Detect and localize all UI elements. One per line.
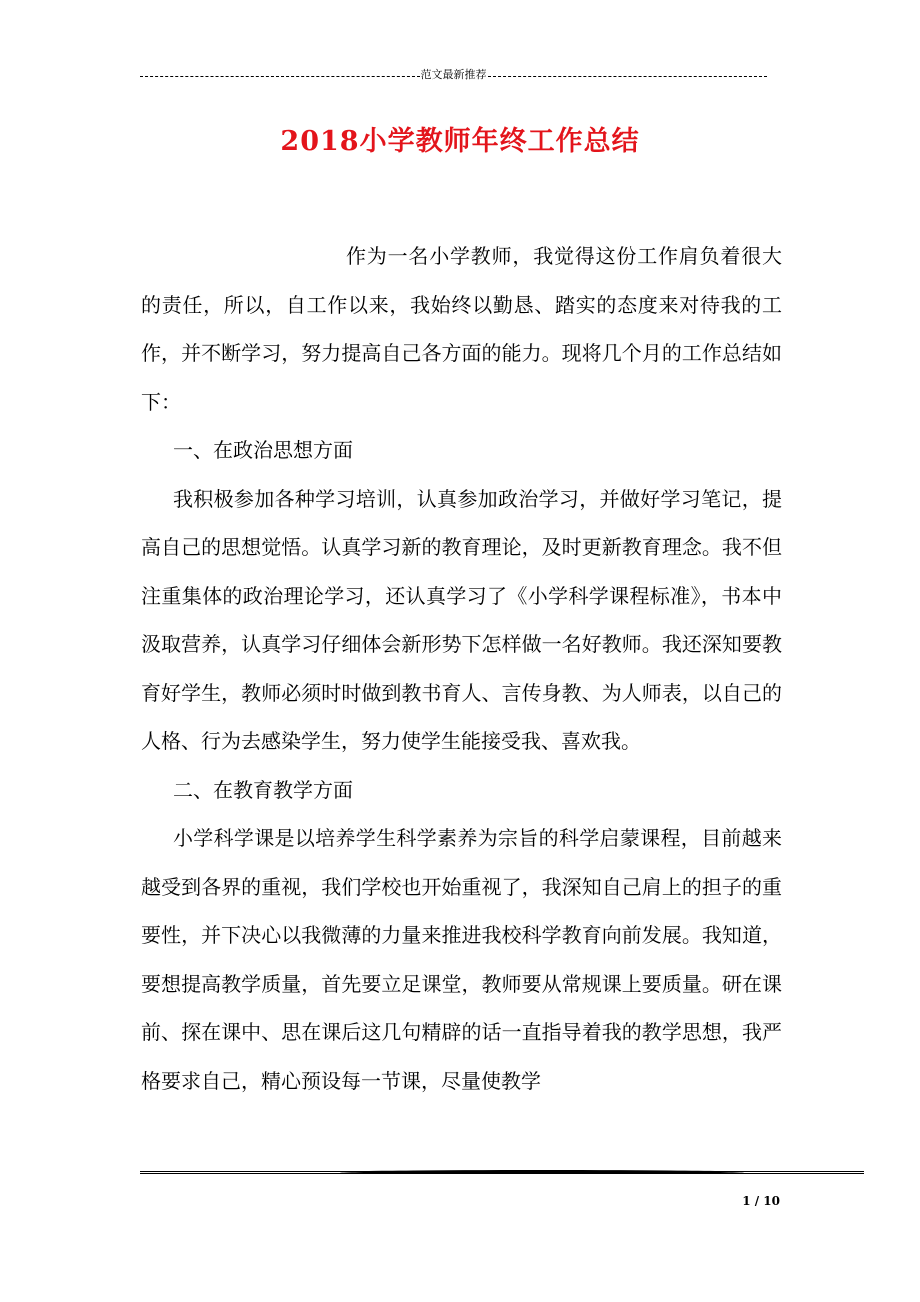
page-header [140, 66, 767, 84]
section-heading-politics: 一、在政治思想方面 [173, 438, 353, 462]
footer-rule [140, 1171, 864, 1174]
document-body [141, 232, 782, 1105]
paragraph-intro: 作为一名小学教师，我觉得这份工作肩负着很大的责任，所以，自工作以来，我始终以勤恳、踏实的态度来对待我的工作，并不断学习，努力提高自己各方面的能力。现将几个月的工作总结如下： [141, 244, 782, 414]
document-title: 2018小学教师年终工作总结 [280, 126, 640, 157]
section-heading-teaching: 二、在教育教学方面 [173, 777, 353, 802]
paragraph-teaching: 小学科学课是以培养学生科学素养为宗旨的科学启蒙课程，目前越来越受到各界的重视，我们学校也开始重视了，我深知自己肩上的担子的重要性，并下决心以我微薄的力量来推进我校科学教育向前发展。我知道，要想提高教学质量，首先要立足课堂，教师要从常规课上要质量。研在课前、探在课中、思在课后这几句精辟的话一直指导着我的教学思想，我严格要求自己，精心预设每一节课，尽量使教学 [141, 826, 782, 1093]
header-label: 范文最新推荐 [420, 68, 487, 81]
header-dash-right [488, 76, 768, 77]
page-number: 1 / 10 [742, 1194, 780, 1208]
header-dash-left [140, 76, 420, 77]
paragraph-politics: 我积极参加各种学习培训，认真参加政治学习，并做好学习笔记，提高自己的思想觉悟。认真学习新的教育理论，及时更新教育理念。我不但注重集体的政治理论学习，还认真学习了《小学科学课程标准》，书本中汲取营养，认真学习仔细体会新形势下怎样做一名好教师。我还深知要教育好学生，教师必须时时做到教书育人、言传身教、为人师表，以自己的人格、行为去感染学生，努力使学生能接受我、喜欢我。 [141, 486, 782, 753]
